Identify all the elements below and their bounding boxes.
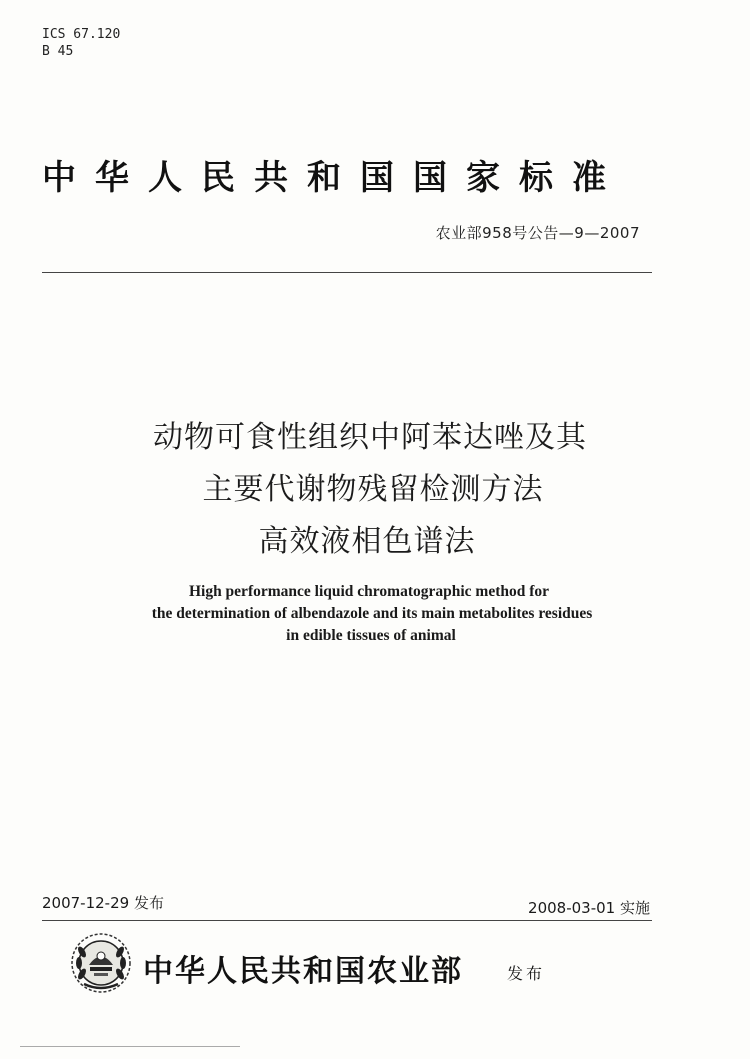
standard-number: 农业部958号公告—9—2007: [435, 224, 640, 242]
header-divider: [42, 272, 652, 273]
ics-code: ICS 67.120: [42, 27, 121, 42]
bottom-edge-rule: [20, 1046, 240, 1047]
chinese-title-line-2: 主要代谢物残留检测方法: [202, 472, 544, 507]
ccs-code: B 45: [42, 44, 74, 59]
national-standard-title: 中华人民共和国国家标准: [42, 158, 625, 198]
english-title-line-3: in edible tissues of animal: [286, 627, 456, 644]
issue-date: 2007-12-29 发布: [42, 894, 164, 912]
implementation-date: 2008-03-01 实施: [528, 899, 650, 917]
english-title-line-2: the determination of albendazole and its main metabolites residues: [151, 605, 593, 622]
classification-codes: [42, 26, 120, 60]
publisher-name: 中华人民共和国农业部: [143, 954, 463, 989]
footer-divider: [42, 920, 652, 921]
chinese-title-line-1: 动物可食性组织中阿苯达唑及其: [153, 420, 587, 455]
english-title-line-1: High performance liquid chromatographic method for: [188, 583, 550, 600]
chinese-title-line-3: 高效液相色谱法: [258, 524, 476, 559]
publish-label: 发布: [507, 964, 546, 983]
ministry-emblem-icon: [70, 932, 132, 994]
